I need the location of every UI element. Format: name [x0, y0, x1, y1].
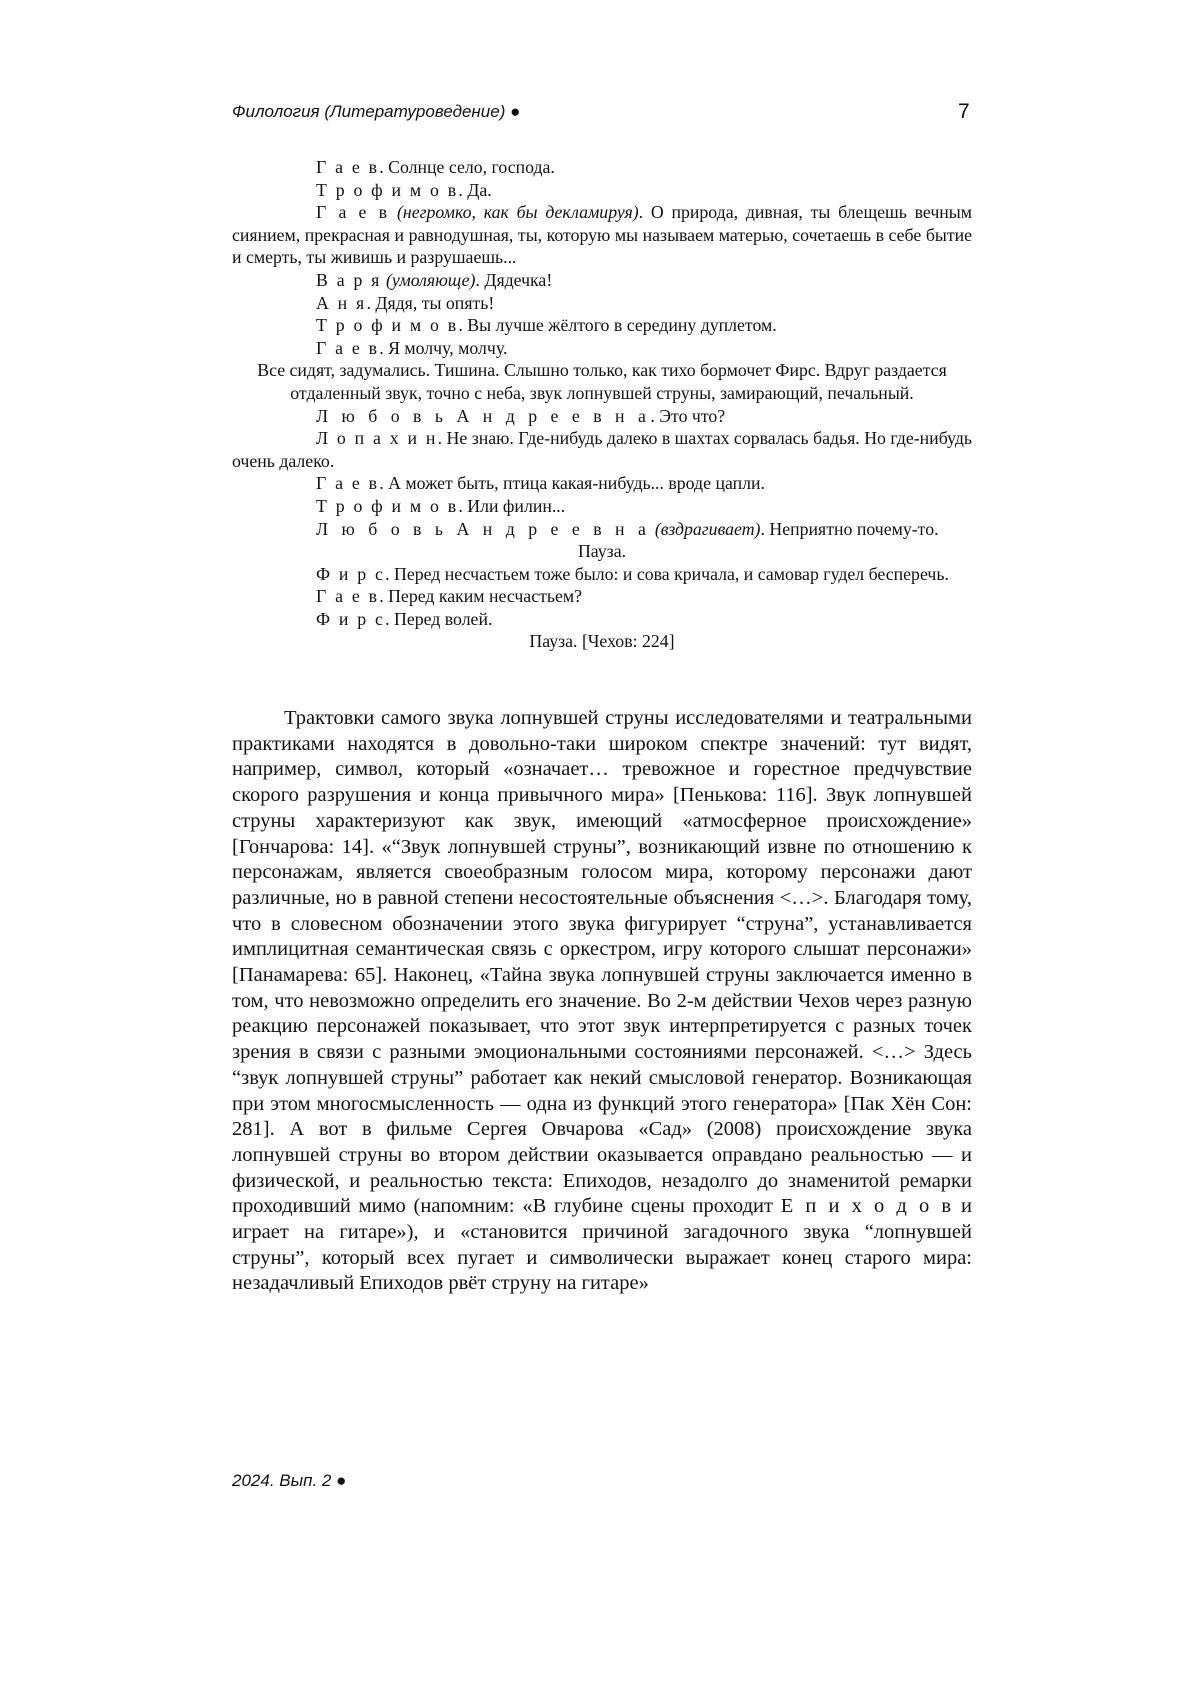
dialogue-line	[232, 608, 972, 631]
issue-footer: 2024. Вып. 2 ●	[232, 1471, 347, 1490]
speaker-name: Л о п а х и н	[316, 428, 438, 449]
replica-text: . Перед каким несчастьем?	[379, 586, 583, 607]
replica-text: . Дядечка!	[475, 269, 553, 290]
replica-text: . Не знаю. Где-нибудь далеко в шахтах сорвалась бадья. Но где-нибудь очень далеко.	[232, 428, 972, 471]
replica-text: . Да.	[458, 179, 492, 200]
character-name: Е п и х о д о в	[780, 1195, 954, 1218]
speaker-name: Г а е в	[316, 202, 390, 223]
replica-text: . Или филин...	[458, 495, 566, 516]
dialogue-line	[232, 495, 972, 518]
replica-text: . Солнце село, господа.	[379, 157, 555, 177]
speaker-name: Г а е в	[316, 157, 380, 177]
replica-text: . Это что?	[650, 405, 726, 426]
dialogue-line	[232, 472, 972, 495]
dialogue-line	[232, 269, 972, 292]
speaker-name: Ф и р с	[316, 563, 386, 584]
speaker-name: Л ю б о в ь А н д р е е в н а	[316, 405, 651, 426]
dialogue-line	[232, 518, 972, 541]
paragraph-text: Трактовки самого звука лопнувшей струны исследователями и театральными практиками находятся в довольно-таки широком спектре значений: тут видят, например, символ, который «означает… тревожное и горестное предчувствие скорого разрушения и конца привычного мира» [Пенькова: 116]. Звук лопнувшей струны характеризуют как звук, имеющий «атмосферное происхождение» [Гончарова: 14]. «“Звук лопнувшей струны”, возникающий извне по отношению к персонажам, является своеобразным голосом мира, которому персонажи дают различные, но в равной степени несостоятельные объяснения <…>. Благодаря тому, что в словесном обозначении этого звука фигурирует “струна”, устанавливается имплицитная семантическая связь с оркестром, игру которого слышат персонажи» [Панамарева: 65]. Наконец, «Тайна звука лопнувшей струны заключается именно в том, что невозможно определить его значение. Во 2-м действии Чехов через разную реакцию персонажей показывает, что этот звук интерпретируется с разных точек зрения в связи с разными эмоциональными состояниями персонажей. <…> Здесь “звук лопнувшей струны” работает как некий смысловой генератор. Возникающая при этом многосмысленность — одна из функций этого генератора» [Пак Хён Сон: 281]. А вот в фильме Сергея Овчарова «Сад» (2008) происхождение звука лопнувшей струны во втором действии оказывается оправдано реальностью — и физической, и реальностью текста: Епиходов, незадолго до знаменитой ремарки проходивший мимо (напомним: «В глубине сцены проходит	[232, 707, 972, 1218]
dialogue-line	[232, 292, 972, 315]
stage-remark: (умоляюще)	[386, 269, 476, 290]
stage-remark: (негромко, как бы декламируя)	[396, 202, 639, 223]
speaker-name: А н я	[316, 292, 367, 313]
speaker-name: В а р я	[316, 269, 382, 290]
dialogue-line	[232, 201, 972, 269]
dialogue-line	[232, 405, 972, 428]
pause-direction: Пауза.	[577, 541, 627, 562]
dialogue-line	[232, 156, 972, 179]
replica-text: . Я молчу, молчу.	[379, 337, 508, 358]
dialogue-line	[232, 337, 972, 360]
speaker-name: Л ю б о в ь А н д р е е в н а	[316, 518, 651, 539]
body-paragraph	[232, 706, 972, 1297]
replica-text: . Дядя, ты опять!	[366, 292, 495, 313]
speaker-name: Ф и р с	[316, 608, 386, 629]
replica-text: . Неприятно почему-то.	[760, 518, 939, 539]
replica-text: . Вы лучше жёлтого в середину дуплетом.	[458, 315, 777, 336]
running-header: Филология (Литературоведение) ●	[232, 102, 521, 121]
page-number: 7	[958, 100, 970, 123]
stage-remark: (вздрагивает)	[654, 518, 761, 539]
pause-citation: Пауза. [Чехов: 224]	[529, 631, 675, 652]
speaker-name: Т р о ф и м о в	[316, 179, 459, 200]
speaker-name: Г а е в	[316, 586, 380, 607]
replica-text: . Перед несчастьем тоже было: и сова кричала, и самовар гудел бесперечь.	[385, 563, 949, 584]
speaker-name: Т р о ф и м о в	[316, 495, 459, 516]
replica-text: . О природа, дивная, ты блещешь вечным сиянием, прекрасная и равнодушная, ты, которую мы называем матерью, сочетаешь в себе бытие и смерть, ты живишь и разрушаешь...	[232, 202, 972, 268]
dialogue-line	[232, 563, 972, 586]
dialogue-line	[232, 585, 972, 608]
speaker-name: Г а е в	[316, 337, 380, 358]
replica-text: . Перед волей.	[385, 608, 493, 629]
stage-direction: Все сидят, задумались. Тишина. Слышно только, как тихо бормочет Фирс. Вдруг раздается отдаленный звук, точно с неба, звук лопнувшей струны, замирающий, печальный.	[257, 360, 947, 403]
speaker-name: Г а е в	[316, 473, 380, 494]
dialogue-line	[232, 179, 972, 202]
play-excerpt	[232, 156, 972, 653]
replica-text: . А может быть, птица какая-нибудь... вроде цапли.	[379, 473, 765, 494]
dialogue-line	[232, 427, 972, 472]
dialogue-line	[232, 314, 972, 337]
paragraph-text: и играет на гитаре»), и «становится причиной загадочного звука “лопнувшей струны”, который всех пугает и символически выражает конец старого мира: незадачливый Епиходов рвёт струну на гитаре»	[232, 1195, 972, 1295]
speaker-name: Т р о ф и м о в	[316, 315, 459, 336]
